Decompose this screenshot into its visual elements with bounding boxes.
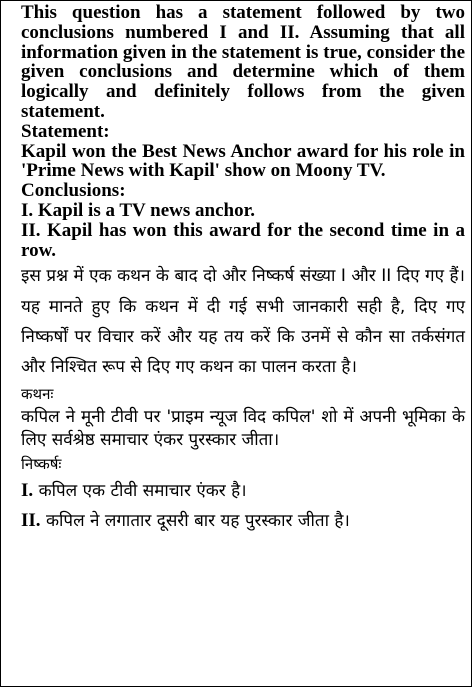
question-content: [21, 3, 465, 536]
english-conclusion-1: I. Kapil is a TV news anchor.: [21, 199, 256, 221]
hindi-conclusions-label: निष्कर्षः: [21, 455, 62, 474]
hindi-instruction: इस प्रश्न में एक कथन के बाद दो और निष्कर्ष संख्या I और II दिए गए हैं। यह मानते हुए कि कथन में दी गई सभी जानकारी सही है, दिए गए निष्कर्षों पर विचार करें और यह तय करें कि उनमें से कौन सा तर्कसंगत और निश्चित रूप से दिए गए कथन का पालन करता है।: [21, 266, 465, 377]
english-instruction: This question has a statement followed by two conclusions numbered I and II. Assuming that all information given in the statement is true, consider the given conclusions and determine which of them logically and definitely follows from the given statement.: [21, 2, 465, 122]
english-statement-label: Statement:: [21, 120, 110, 142]
hindi-conclusion-2: [21, 506, 465, 536]
hindi-conclusion-1: [21, 476, 465, 506]
hindi-conclusion-1-numeral: I.: [21, 480, 34, 502]
hindi-statement: कपिल ने मूनी टीवी पर 'प्राइम न्यूज विद कपिल' शो में अपनी भूमिका के लिए सर्वश्रेष्ठ समाचार एंकर पुरस्कार जीता।: [21, 407, 465, 451]
hindi-statement-label: कथनः: [21, 385, 54, 404]
hindi-conclusion-2-numeral: II.: [21, 510, 41, 532]
hindi-conclusion-1-text: कपिल एक टीवी समाचार एंकर है।: [38, 481, 247, 502]
english-conclusions-label: Conclusions:: [21, 180, 126, 202]
english-conclusion-2: II. Kapil has won this award for the second time in a row.: [21, 219, 465, 261]
hindi-conclusion-2-text: कपिल ने लगातार दूसरी बार यह पुरस्कार जीता है।: [45, 511, 350, 532]
english-statement: Kapil won the Best News Anchor award for his role in 'Prime News with Kapil' show on Moony TV.: [21, 140, 465, 182]
